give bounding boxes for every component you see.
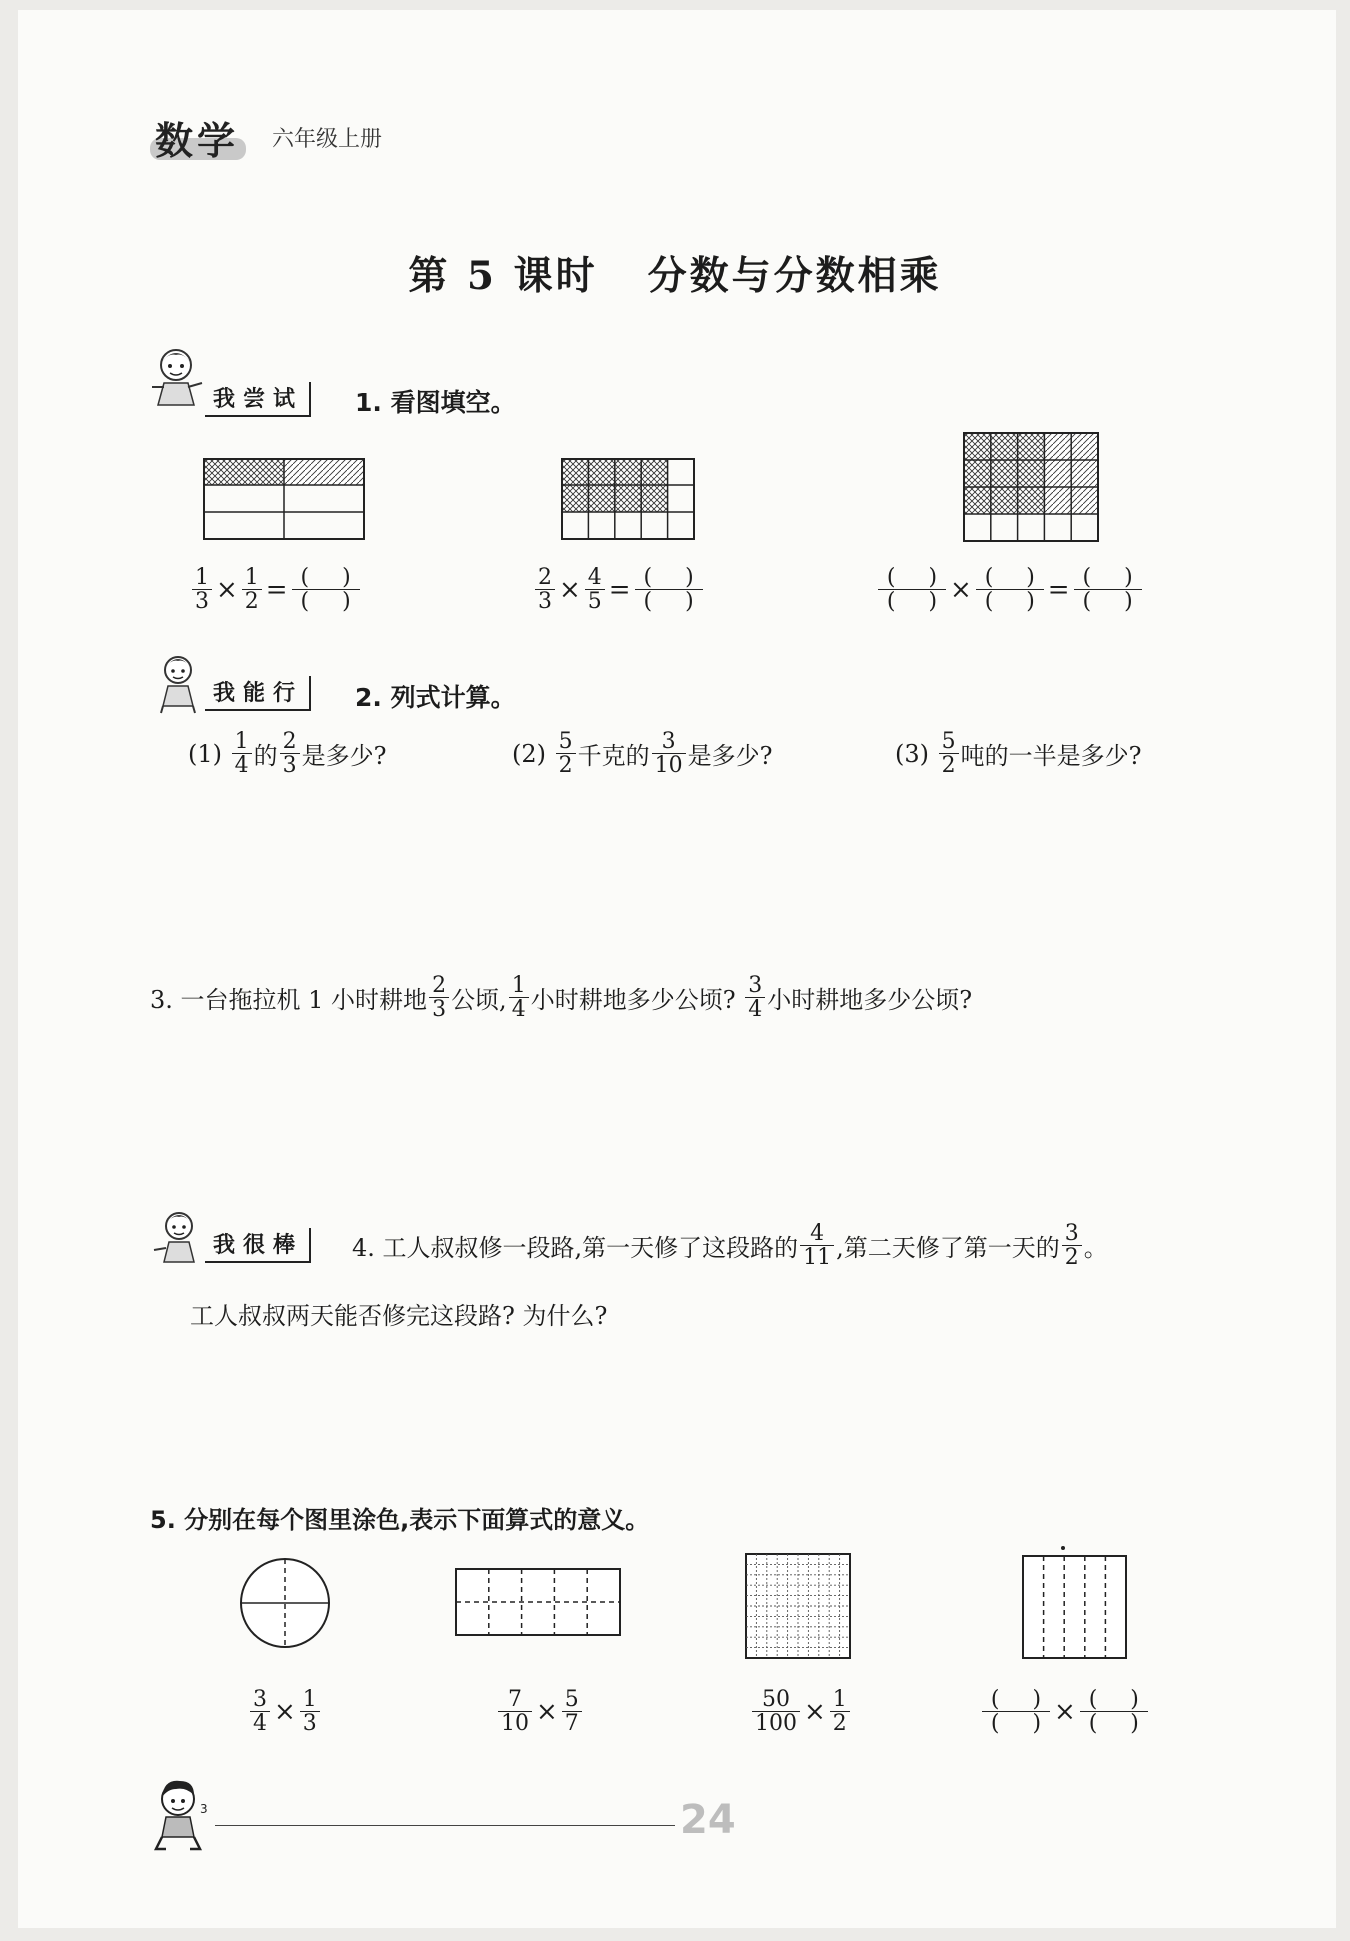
section-label-try: 我尝试 (205, 382, 311, 417)
fraction: $\frac{5}{2}$ (939, 730, 959, 777)
section-label-can: 我能行 (205, 676, 311, 711)
mascot-girl-icon (148, 343, 204, 413)
answer-blank[interactable]: $\frac{( )}{( )}$ (982, 1688, 1050, 1735)
q1-equation-c: $\frac{( )}{( )}$ × $\frac{( )}{( )}$ = $\frac{( )}{( )}$ (876, 566, 1144, 613)
q3-text: 3. 一台拖拉机 1 小时耕地 $\frac{2}{3}$ 公顷, $\frac{1}{4}$ 小时耕地多少公顷? $\frac{3}{4}$ 小时耕地多少公顷? (150, 973, 973, 1023)
fraction: $\frac{4}{5}$ (585, 566, 605, 613)
svg-text:3: 3 (200, 1802, 208, 1816)
q5-strip-figure (1018, 1545, 1128, 1660)
fraction: $\frac{3}{2}$ (1062, 1222, 1082, 1269)
answer-blank[interactable]: $\frac{( )}{( )}$ (878, 566, 946, 613)
q4-line-2: 工人叔叔两天能否修完这段路? 为什么? (190, 1302, 608, 1330)
q2-part-3: (3) $\frac{5}{2}$ 吨的一半是多少? (895, 729, 1142, 779)
lesson-topic: 分数与分数相乘 (647, 253, 942, 299)
q2-part-2: (2) $\frac{5}{2}$ 千克的 $\frac{3}{10}$ 是多少? (512, 729, 773, 779)
q2-prompt: 2. 列式计算。 (355, 683, 516, 712)
fraction: $\frac{1}{2}$ (830, 1688, 850, 1735)
q1-equation-a: $\frac{1}{3}$ × $\frac{1}{2}$ = $\frac{( )}{( )}$ (190, 566, 362, 613)
q5-expression-3: $\frac{50}{100}$ × $\frac{1}{2}$ (750, 1688, 852, 1735)
q4-text: 4. 工人叔叔修一段路,第一天修了这段路的 $\frac{4}{11}$ ,第二天修了第一天的 $\frac{3}{2}$ 。 (352, 1221, 1108, 1271)
fraction: $\frac{50}{100}$ (752, 1688, 800, 1735)
fraction: $\frac{2}{3}$ (535, 566, 555, 613)
grade-label: 六年级上册 (272, 127, 383, 152)
fraction: $\frac{3}{4}$ (745, 974, 765, 1021)
mascot-girl-icon (152, 1206, 202, 1272)
q1-equation-b: $\frac{2}{3}$ × $\frac{4}{5}$ = $\frac{( )}{( )}$ (533, 566, 705, 613)
fraction: $\frac{3}{10}$ (652, 730, 686, 777)
q5-expression-4: $\frac{( )}{( )}$ × $\frac{( )}{( )}$ (980, 1688, 1150, 1735)
q5-circle-figure (238, 1556, 332, 1650)
q5-prompt: 5. 分别在每个图里涂色,表示下面算式的意义。 (150, 1506, 650, 1534)
lesson-title (0, 245, 1350, 301)
page-number: 24 (680, 1797, 736, 1843)
footer-line (215, 1825, 675, 1826)
q1-prompt: 1. 看图填空。 (355, 388, 516, 417)
fraction: $\frac{5}{7}$ (562, 1688, 582, 1735)
q5-expression-2: $\frac{7}{10}$ × $\frac{5}{7}$ (496, 1688, 584, 1735)
answer-blank[interactable]: $\frac{( )}{( )}$ (1080, 1688, 1148, 1735)
q5-rectangle-figure (455, 1568, 621, 1636)
subject-title: 数学 (155, 119, 240, 163)
fraction: $\frac{4}{11}$ (800, 1222, 834, 1269)
q5-grid-figure (745, 1553, 851, 1659)
fraction: $\frac{3}{4}$ (250, 1688, 270, 1735)
lesson-number: 第 5 课时 (408, 253, 598, 299)
fraction: $\frac{2}{3}$ (429, 974, 449, 1021)
mascot-boy-icon (150, 1775, 214, 1853)
answer-blank[interactable]: $\frac{( )}{( )}$ (635, 566, 703, 613)
fraction: $\frac{2}{3}$ (280, 730, 300, 777)
fraction: $\frac{1}{2}$ (242, 566, 262, 613)
q2-part-1: (1) $\frac{1}{4}$ 的 $\frac{2}{3}$ 是多少? (188, 729, 387, 779)
fraction: $\frac{1}{3}$ (300, 1688, 320, 1735)
q1-diagram-b (561, 458, 695, 542)
fraction: $\frac{5}{2}$ (556, 730, 576, 777)
q5-expression-1: $\frac{3}{4}$ × $\frac{1}{3}$ (248, 1688, 322, 1735)
fraction: $\frac{1}{4}$ (509, 974, 529, 1021)
fraction: $\frac{7}{10}$ (498, 1688, 532, 1735)
answer-blank[interactable]: $\frac{( )}{( )}$ (1074, 566, 1142, 613)
q1-diagram-a (203, 458, 365, 542)
q1-diagram-c (963, 432, 1099, 542)
answer-blank[interactable]: $\frac{( )}{( )}$ (292, 566, 360, 613)
fraction: $\frac{1}{4}$ (232, 730, 252, 777)
mascot-girl-icon (155, 650, 201, 714)
fraction: $\frac{1}{3}$ (192, 566, 212, 613)
answer-blank[interactable]: $\frac{( )}{( )}$ (976, 566, 1044, 613)
section-label-great: 我很棒 (205, 1228, 311, 1263)
